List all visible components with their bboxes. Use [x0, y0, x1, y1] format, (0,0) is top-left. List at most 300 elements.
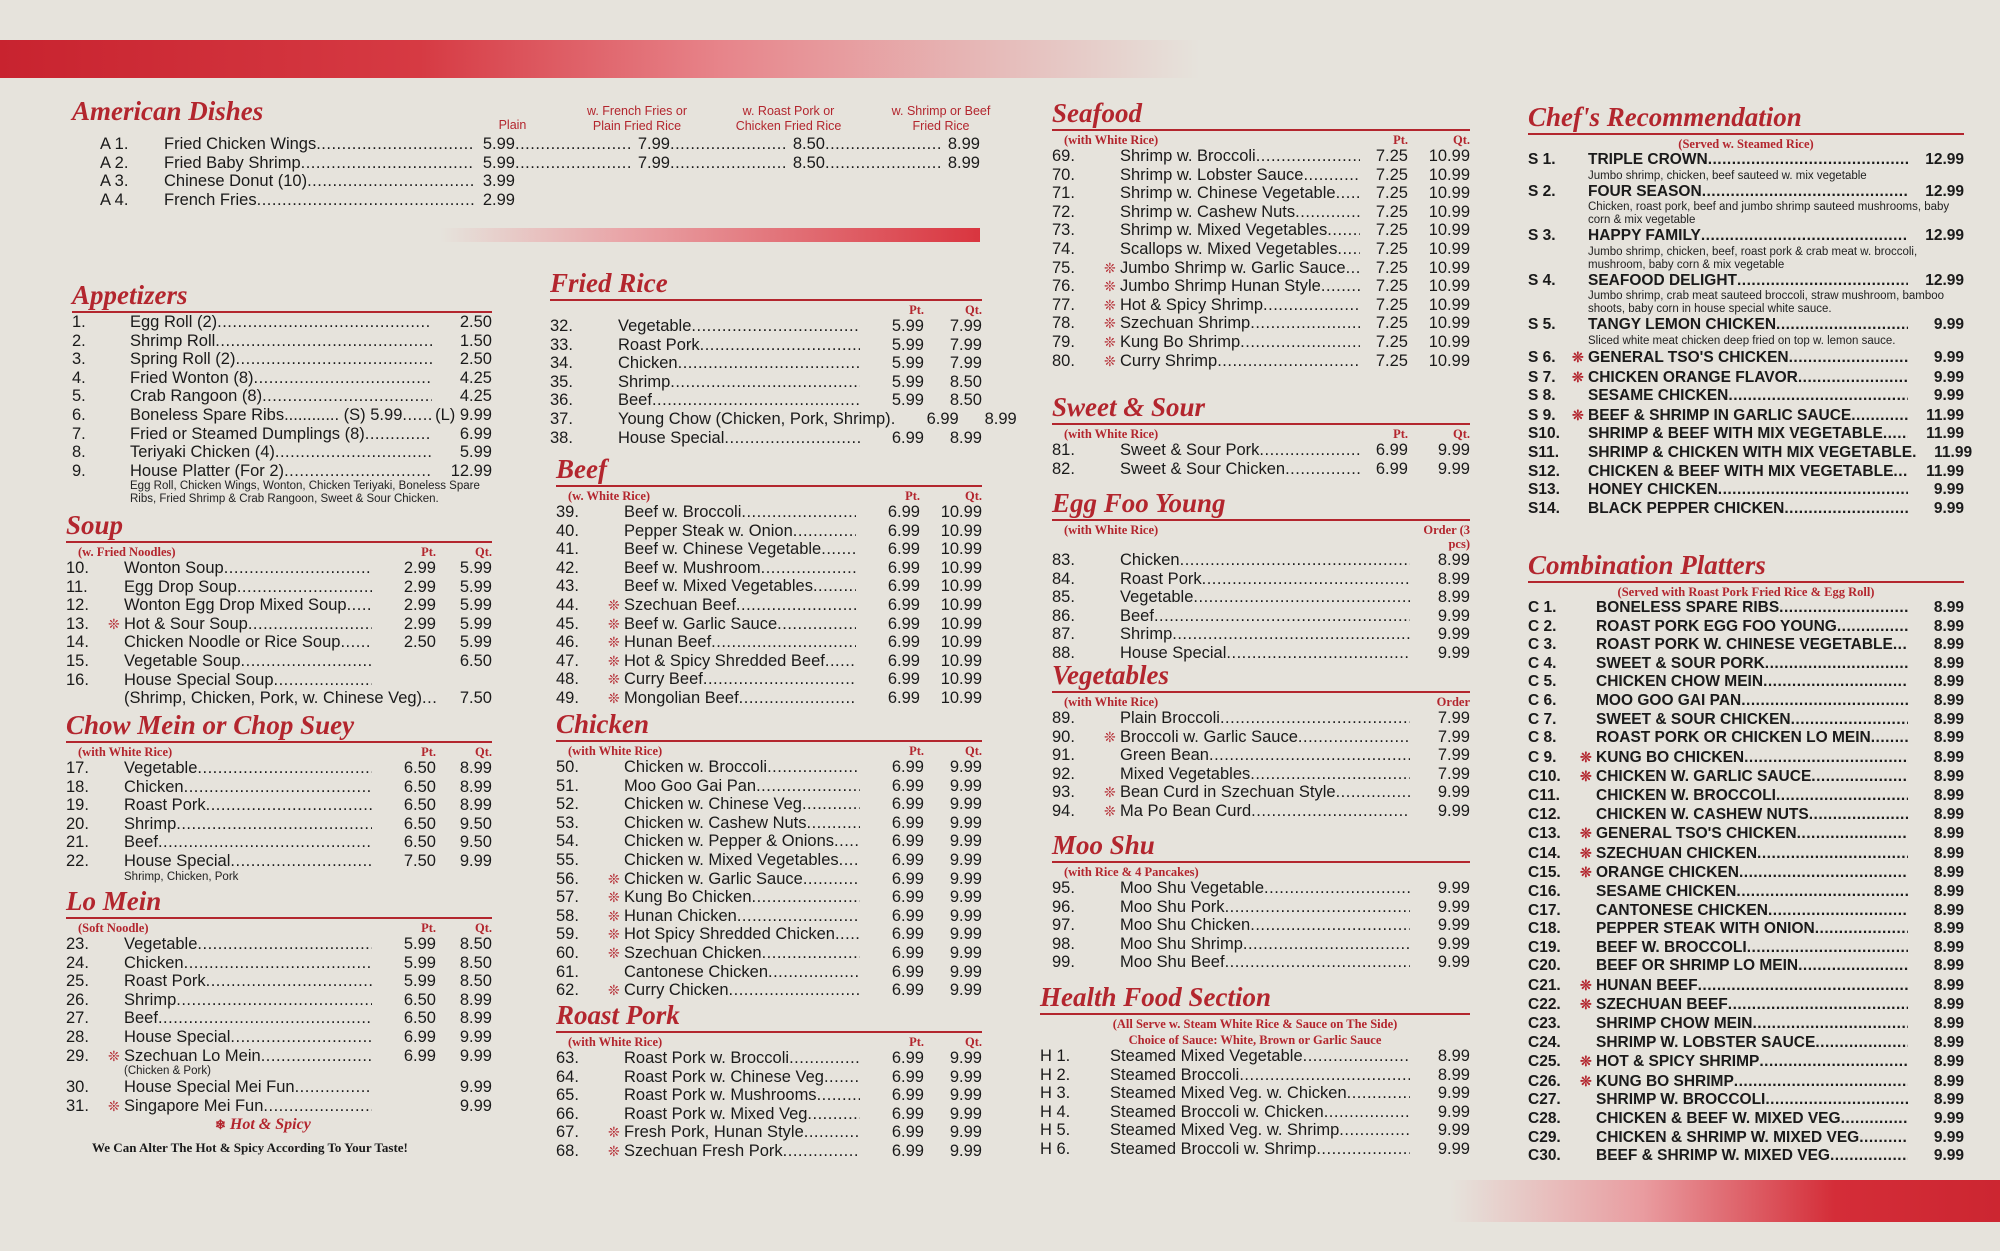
item-name: BEEF & SHRIMP W. MIXED VEG	[1596, 1147, 1830, 1165]
item-number: 89.	[1052, 709, 1075, 727]
price: 12.99	[1925, 182, 1964, 200]
bottom-red-band	[1450, 1180, 2000, 1222]
price: 9.99	[1933, 1128, 1964, 1146]
item-number: C18.	[1528, 920, 1561, 938]
price-quart: 9.99	[949, 795, 982, 814]
price: 4.25	[459, 387, 492, 406]
leader-dots	[768, 963, 860, 982]
price-pint: 6.99	[887, 540, 920, 559]
leader-dots	[736, 596, 856, 615]
menu-item	[1528, 272, 1964, 291]
menu-item	[1052, 147, 1470, 166]
section-subheader	[1052, 695, 1470, 709]
leader-dots	[1225, 953, 1410, 972]
price: 8.99	[1933, 882, 1964, 900]
item-number: 43.	[556, 577, 579, 596]
item-number: 9.	[72, 461, 86, 480]
column-headers	[1360, 133, 1470, 147]
menu-item	[72, 369, 492, 388]
item-number: 95.	[1052, 879, 1075, 897]
item-number: 55.	[556, 850, 579, 869]
section-note: (with Rice & 4 Pancakes)	[1064, 865, 1199, 879]
menu-item	[556, 1105, 982, 1124]
price-quart: 10.99	[940, 577, 982, 596]
leader-dots	[825, 652, 856, 671]
price-pint: 7.50	[403, 851, 436, 870]
section-appetizers	[72, 280, 492, 506]
item-name: Mongolian Beef	[624, 688, 739, 707]
price: 7.50	[459, 689, 492, 708]
leader-dots	[1718, 481, 1908, 500]
leader-dots	[1250, 314, 1360, 333]
item-name: TANGY LEMON CHICKEN	[1588, 316, 1777, 334]
section-combination-platters	[1528, 550, 1964, 1166]
item-number: 5.	[72, 387, 86, 406]
price-pint: 6.99	[891, 962, 924, 981]
menu-item	[66, 991, 492, 1010]
menu-item	[1052, 277, 1470, 296]
leader-dots	[761, 559, 856, 578]
item-name: Chicken w. Garlic Sauce	[624, 869, 803, 888]
price-quart: 5.99	[459, 614, 492, 633]
item-name: Boneless Spare Ribs............ (S) 5.99	[130, 405, 403, 424]
price-quart: 10.99	[940, 670, 982, 689]
price-p2: 7.99	[637, 135, 670, 153]
menu-item	[1052, 879, 1470, 898]
leader-dots	[1243, 935, 1410, 954]
section-title: Roast Pork	[556, 1000, 982, 1033]
price-pint: 6.99	[887, 651, 920, 670]
item-name: SEAFOOD DELIGHT	[1588, 271, 1737, 289]
price: 4.25	[459, 368, 492, 387]
price: 9.99	[1933, 499, 1964, 517]
menu-item	[556, 1086, 982, 1105]
item-number: 59.	[556, 925, 579, 944]
item-name: Chicken Noodle or Rice Soup	[124, 633, 341, 652]
item-number: 33.	[550, 335, 573, 354]
section-note: (w. White Rice)	[568, 489, 651, 503]
leader-dots	[741, 503, 856, 522]
leader-dots	[422, 689, 436, 708]
item-number: C25.	[1528, 1053, 1561, 1071]
item-name: Broccoli w. Garlic Sauce	[1120, 727, 1298, 746]
price: 7.99	[1437, 764, 1470, 783]
item-name: Spring Roll (2)	[130, 350, 236, 369]
item-number: 84.	[1052, 569, 1075, 588]
price: 9.99	[1437, 916, 1470, 935]
pepper-icon: ❊	[608, 634, 620, 651]
menu-item	[1052, 625, 1470, 644]
item-name: HONEY CHICKEN	[1588, 481, 1718, 499]
section-moo-shu	[1052, 830, 1470, 972]
price-pint: 6.99	[891, 888, 924, 907]
price-quart: 9.50	[459, 814, 492, 833]
item-number: 58.	[556, 906, 579, 925]
menu-item	[66, 1009, 492, 1028]
leader-dots	[237, 578, 372, 597]
price: 9.99	[1437, 953, 1470, 972]
column-headers	[860, 1035, 982, 1049]
leader-dots	[1739, 864, 1908, 883]
item-number: 12.	[66, 596, 89, 615]
header-roast-pork: w. Roast Pork or Chicken Fried Rice	[735, 104, 842, 133]
price-pint: 6.50	[403, 814, 436, 833]
item-number: 44.	[556, 595, 579, 614]
leader-dots	[275, 443, 432, 462]
item-name: CHICKEN & BEEF WITH MIX VEGETABLE	[1588, 462, 1894, 480]
leader-dots	[1339, 1121, 1410, 1140]
item-number: 71.	[1052, 184, 1075, 203]
leader-dots	[1871, 729, 1908, 748]
menu-item	[556, 832, 982, 851]
leader-dots	[762, 944, 860, 963]
price-pint: 6.99	[887, 595, 920, 614]
menu-item	[1040, 1103, 1470, 1122]
section-title: Beef	[556, 454, 982, 487]
section-note: (Served w. Steamed Rice)	[1678, 137, 1814, 151]
leader-dots	[1763, 673, 1908, 692]
menu-item	[1052, 916, 1470, 935]
price: 8.99	[1933, 748, 1964, 766]
leader-dots	[678, 354, 860, 373]
item-name: Singapore Mei Fun	[124, 1096, 264, 1115]
section-subheader	[1052, 427, 1470, 441]
leader-dots	[756, 777, 860, 796]
section-note: (Served with Roast Pork Fried Rice & Egg Roll)	[1617, 585, 1875, 599]
menu-item	[1052, 551, 1470, 570]
menu-item	[1040, 1084, 1470, 1103]
menu-item	[1528, 1147, 1964, 1166]
price-quart: 9.99	[949, 962, 982, 981]
item-number: 83.	[1052, 551, 1075, 569]
item-number: S 5.	[1528, 316, 1556, 334]
menu-item	[1528, 939, 1964, 958]
menu-item	[66, 796, 492, 815]
leader-dots	[652, 391, 860, 410]
col-header-2: Qt.	[1452, 427, 1470, 441]
leader-dots	[807, 1105, 860, 1124]
pepper-icon: ❊	[1104, 352, 1116, 369]
item-name: HUNAN BEEF	[1596, 976, 1698, 994]
price-quart: 9.99	[949, 1067, 982, 1086]
leader-dots	[176, 991, 372, 1010]
menu-item	[1528, 227, 1964, 246]
item-name: Szechuan Fresh Pork	[624, 1141, 783, 1160]
leader-dots	[729, 981, 860, 1000]
item-name: Vegetable	[124, 759, 198, 777]
item-number: 99.	[1052, 953, 1075, 972]
price: 9.99	[1437, 783, 1470, 802]
price-pint: 6.99	[891, 1086, 924, 1105]
pepper-icon: ❊	[1104, 333, 1116, 350]
leader-dots	[1337, 240, 1360, 259]
menu-item	[1052, 166, 1470, 185]
menu-item	[1052, 333, 1470, 352]
menu-item	[1052, 314, 1470, 333]
section-subheader	[66, 545, 492, 559]
price-pint: 6.99	[891, 943, 924, 962]
leader-dots	[700, 336, 860, 355]
item-number: 13.	[66, 614, 89, 633]
price-pint: 6.99	[891, 832, 924, 851]
menu-item	[1528, 425, 1964, 444]
item-name: Hot & Spicy Shredded Beef	[624, 651, 825, 670]
leader-dots	[1702, 183, 1908, 202]
item-number: 45.	[556, 614, 579, 633]
price-quart: 9.99	[459, 1078, 492, 1097]
price: 9.99	[1437, 1084, 1470, 1103]
menu-item	[1528, 787, 1964, 806]
leader-dots	[1752, 1015, 1908, 1034]
leader-dots	[184, 954, 372, 973]
item-name: Moo Shu Shrimp	[1120, 934, 1243, 953]
price-quart: 8.99	[459, 796, 492, 815]
leader-dots	[1728, 996, 1908, 1015]
section-title: Sweet & Sour	[1052, 392, 1470, 425]
pepper-icon: ❊	[1104, 802, 1116, 819]
menu-item	[556, 981, 982, 1000]
menu-item	[1528, 976, 1964, 996]
col-header-1: Pt.	[1393, 133, 1408, 147]
item-name: TRIPLE CROWN	[1588, 151, 1708, 168]
leader-dots	[316, 135, 475, 154]
item-name: SZECHUAN CHICKEN	[1596, 844, 1758, 862]
price-quart: 9.99	[949, 943, 982, 962]
item-name: Steamed Mixed Veg. w. Shrimp	[1110, 1121, 1340, 1140]
leader-dots	[691, 317, 860, 336]
item-number: S 8.	[1528, 387, 1556, 405]
leader-dots	[340, 633, 372, 652]
price-pint: 7.25	[1375, 295, 1408, 314]
item-number: 85.	[1052, 588, 1075, 607]
item-name: Egg Drop Soup	[124, 577, 237, 596]
item-name: Beef	[618, 391, 652, 410]
item-name: Vegetable	[1120, 588, 1194, 607]
leader-dots	[184, 778, 372, 797]
item-name: Curry Beef	[624, 670, 703, 689]
col-header-1: Pt.	[1393, 427, 1408, 441]
column-headers	[372, 545, 492, 559]
menu-item	[1052, 709, 1470, 728]
leader-dots	[1180, 551, 1410, 570]
item-number: C 6.	[1528, 691, 1557, 709]
price-pint: 6.50	[403, 1009, 436, 1028]
leader-dots	[1225, 898, 1410, 917]
item-name: SHRIMP CHOW MEIN	[1596, 1015, 1753, 1033]
price: 9.99	[1933, 1110, 1964, 1128]
price-quart: 8.99	[459, 777, 492, 796]
item-number: C16.	[1528, 882, 1561, 900]
section-title: Egg Foo Young	[1052, 488, 1470, 521]
price-p4: 8.99	[947, 135, 980, 153]
item-number: C 8.	[1528, 729, 1557, 747]
col-header-2: Qt.	[964, 744, 982, 758]
item-number: 93.	[1052, 783, 1075, 802]
price-quart: 10.99	[940, 503, 982, 521]
item-name: Fried Wonton (8)	[130, 368, 254, 387]
leader-dots	[1250, 765, 1410, 784]
price: 11.99	[1926, 425, 1964, 443]
section-chow-mein	[66, 710, 492, 884]
pepper-icon: ❊	[608, 889, 620, 906]
price-quart: 10.99	[1428, 147, 1470, 165]
menu-item	[1528, 1072, 1964, 1092]
item-number: 60.	[556, 943, 579, 962]
leader-dots	[1765, 1091, 1908, 1110]
column-headers	[860, 744, 982, 758]
leader-dots	[347, 596, 372, 615]
menu-item	[556, 522, 982, 541]
item-description: Jumbo shrimp, chicken, beef sauteed w. mix vegetable	[1588, 169, 1867, 182]
pepper-icon: ❊	[1104, 728, 1116, 745]
menu-item	[66, 1078, 492, 1097]
price: 8.99	[1933, 786, 1964, 804]
item-number: C11.	[1528, 786, 1560, 804]
price-pint: 6.99	[891, 813, 924, 832]
price: 8.99	[1933, 1091, 1964, 1109]
price: 9.99	[1437, 879, 1470, 897]
price-plain: 2.99	[482, 190, 515, 209]
item-name: SESAME CHICKEN	[1596, 882, 1737, 900]
price-quart: 10.99	[940, 558, 982, 577]
menu-item	[1528, 957, 1964, 976]
hot-spicy-label: Hot & Spicy	[229, 1116, 311, 1133]
pepper-icon: ❊	[608, 944, 620, 961]
leader-dots	[248, 615, 372, 634]
item-number: 78.	[1052, 314, 1075, 333]
leader-dots	[739, 689, 856, 708]
leader-dots	[158, 1009, 372, 1028]
col-header-1: Pt.	[421, 921, 436, 935]
item-number: C 7.	[1528, 710, 1557, 728]
item-number: C26.	[1528, 1072, 1561, 1090]
price-quart: 9.99	[459, 851, 492, 870]
price: 9.99	[1933, 316, 1964, 334]
item-number: A 2.	[100, 153, 129, 172]
price-pint: 5.99	[403, 972, 436, 991]
item-number: 52.	[556, 795, 579, 814]
leader-dots	[1830, 1147, 1908, 1166]
price-pint: 6.99	[887, 633, 920, 652]
menu-item	[1040, 1121, 1470, 1140]
col-header-1: Pt.	[421, 545, 436, 559]
pepper-icon: ❊	[608, 1124, 620, 1141]
menu-item	[100, 172, 980, 191]
item-number: 51.	[556, 776, 579, 795]
price-quart: 8.50	[459, 972, 492, 991]
item-name: Moo Shu Pork	[1120, 897, 1225, 916]
menu-item	[1528, 183, 1964, 202]
item-name: CHICKEN CHOW MEIN	[1596, 673, 1764, 691]
menu-item	[1528, 463, 1964, 482]
item-name: Hot & Spicy Shrimp	[1120, 295, 1264, 314]
price-pint: 6.99	[891, 925, 924, 944]
section-beef	[556, 454, 982, 708]
menu-item	[550, 429, 982, 448]
item-name: Szechuan Lo Mein	[124, 1046, 261, 1065]
leader-dots	[711, 633, 856, 652]
item-name: CANTONESE CHICKEN	[1596, 901, 1768, 919]
leader-dots	[402, 406, 432, 425]
item-name: Curry Chicken	[624, 981, 729, 1000]
price-pint: 7.25	[1375, 277, 1408, 296]
price-pint: 7.25	[1375, 258, 1408, 277]
item-name: Vegetable	[618, 317, 692, 335]
price: 7.99	[1437, 746, 1470, 765]
leader-dots	[703, 670, 856, 689]
menu-item	[1052, 570, 1470, 589]
item-number: H 5.	[1040, 1121, 1071, 1140]
pepper-icon: ❊	[1104, 259, 1116, 276]
item-name: Steamed Mixed Vegetable	[1110, 1047, 1303, 1065]
col-header-1: Pt.	[909, 1035, 924, 1049]
menu-item	[72, 443, 492, 462]
item-number: 80.	[1052, 351, 1075, 370]
price-quart: 5.99	[459, 633, 492, 652]
item-name: Roast Pork	[618, 335, 700, 354]
price-pint: 6.99	[891, 1123, 924, 1142]
menu-item	[1528, 1091, 1964, 1110]
price-pint: 7.25	[1375, 202, 1408, 221]
price-quart: 9.99	[949, 850, 982, 869]
price: 12.99	[1925, 271, 1964, 289]
price-pint: 7.25	[1375, 314, 1408, 333]
leader-dots	[515, 154, 630, 173]
price-pint: 6.99	[891, 795, 924, 814]
leader-dots	[1327, 221, 1360, 240]
leader-dots	[1316, 1140, 1410, 1159]
item-number: 3.	[72, 350, 86, 369]
item-name: Shrimp Roll	[130, 331, 216, 350]
item-number: 97.	[1052, 916, 1075, 935]
item-number: S 1.	[1528, 151, 1556, 168]
leader-dots	[263, 1097, 372, 1116]
col-header-1: Pt.	[905, 489, 920, 503]
menu-item	[556, 925, 982, 944]
item-number: C 9.	[1528, 748, 1557, 766]
item-name: Egg Roll (2)	[130, 313, 218, 331]
menu-item	[1052, 783, 1470, 802]
item-number: 50.	[556, 758, 579, 776]
leader-dots	[301, 154, 475, 173]
price-quart: 9.50	[459, 833, 492, 852]
item-name: Shrimp	[618, 372, 671, 391]
item-number: 41.	[556, 540, 579, 559]
item-number: 42.	[556, 558, 579, 577]
price: 9.99	[1437, 897, 1470, 916]
section-lo-mein	[66, 886, 492, 1115]
menu-item	[66, 1047, 492, 1066]
price: 8.99	[1437, 569, 1470, 588]
section-subheader	[556, 489, 982, 503]
column-headers	[1360, 427, 1470, 441]
menu-item	[1052, 728, 1470, 747]
price: 9.99	[1437, 934, 1470, 953]
menu-item	[1528, 481, 1964, 500]
section-title: Soup	[66, 510, 492, 543]
leader-dots	[1837, 618, 1908, 637]
menu-item	[1052, 184, 1470, 203]
price: 8.99	[1437, 1047, 1470, 1065]
item-name: Pepper Steak w. Onion	[624, 521, 793, 540]
item-number: S 9.	[1528, 406, 1556, 424]
item-number: C14.	[1528, 844, 1561, 862]
section-seafood	[1052, 98, 1470, 370]
price-quart: 10.99	[1428, 184, 1470, 203]
price-quart: 8.50	[949, 372, 982, 391]
leader-dots	[1784, 500, 1908, 519]
leader-dots	[1815, 920, 1908, 939]
